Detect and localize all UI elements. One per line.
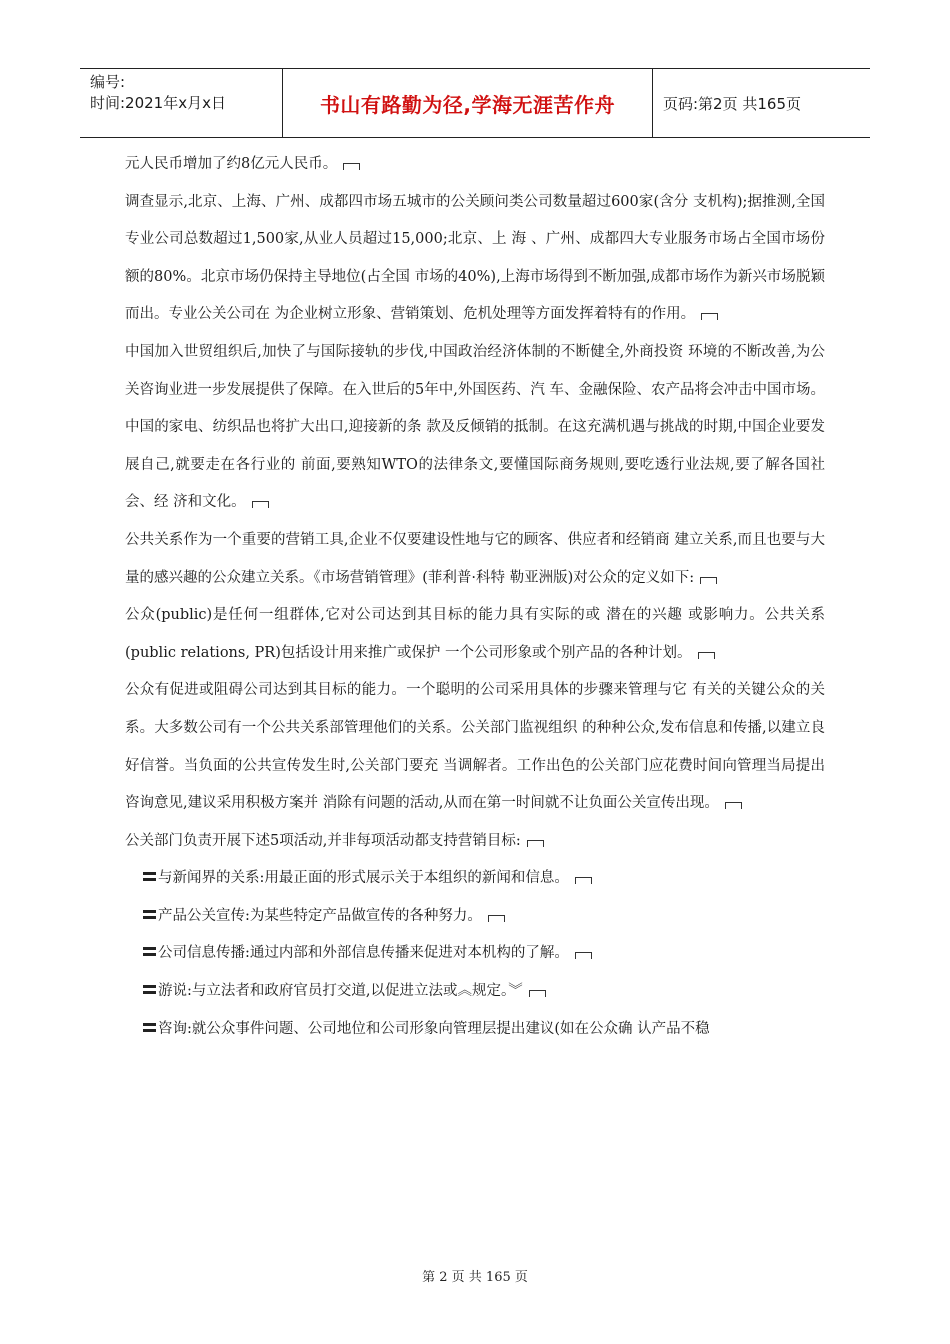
list-item: 产品公关宣传:为某些特定产品做宣传的各种努力。: [125, 898, 825, 936]
document-number-label: 编号:: [90, 73, 126, 91]
document-date-label: 时间:2021年x月x日: [90, 94, 226, 112]
page-footer: 第 2 页 共 165 页: [422, 1270, 528, 1285]
paragraph-mark-icon: [252, 501, 269, 508]
paragraph-mark-icon: [575, 877, 592, 884]
paragraph-mark-icon: [701, 313, 718, 320]
bullet-icon: [143, 910, 156, 919]
header-meta: [80, 69, 282, 137]
bullet-icon: [143, 985, 156, 994]
header-motto: 书山有路勤为径,学海无涯苦作舟: [282, 69, 653, 137]
paragraph-mark-icon: [575, 952, 592, 959]
paragraph-mark-icon: [343, 163, 360, 170]
list-item: 公司信息传播:通过内部和外部信息传播来促进对本机构的了解。: [125, 935, 825, 973]
paragraph-mark-icon: [725, 802, 742, 809]
bullet-icon: [143, 1023, 156, 1032]
paragraph: 公关部门负责开展下述5项活动,并非每项活动都支持营销目标:: [125, 823, 825, 861]
document-body: [125, 146, 825, 1048]
paragraph: 元人民币增加了约8亿元人民币。: [125, 146, 825, 184]
list-item: 游说:与立法者和政府官员打交道,以促进立法或︽规定。︾: [125, 973, 825, 1011]
paragraph: 公众(public)是任何一组群体,它对公司达到其目标的能力具有实际的或 潜在的兴趣 或影响力。公共关系(public relations, PR)包括设计用来推广或保护 一个公司形象或个别产品的各种计划。: [125, 607, 825, 661]
paragraph: 公众有促进或阻碍公司达到其目标的能力。一个聪明的公司采用具体的步骤来管理与它 有关的关键公众的关系。大多数公司有一个公共关系部管理他们的关系。公关部门监视组织 的种种公众,发布信息和传播,以建立良好信誉。当负面的公共宣传发生时,公关部门要充 当调解者。工作出色的公关部门应花费时间向管理当局提出咨询意见,建议采用积极方案并 消除有问题的活动,从而在第一时间就不让负面公关宣传出现。: [125, 682, 825, 812]
paragraph: 调查显示,北京、上海、广州、成都四市场五城市的公关顾问类公司数量超过600家(含分 支机构);据推测,全国专业公司总数超过1,500家,从业人员超过15,000;北京、上 海 、广州、成都四大专业服务市场占全国市场份额的80%。北京市场仍保持主导地位(占全国 市场的40%),上海市场得到不断加强,成都市场作为新兴市场脱颖而出。专业公关公司在 为企业树立形象、营销策划、危机处理等方面发挥着特有的作用。: [125, 193, 825, 323]
paragraph-mark-icon: [488, 915, 505, 922]
header-page-number: 页码:第2页 共165页: [663, 94, 801, 113]
paragraph: 公共关系作为一个重要的营销工具,企业不仅要建设性地与它的顾客、供应者和经销商 建立关系,而且也要与大量的感兴趣的公众建立关系。《市场营销管理》(菲利普·科特 勒亚洲版)对公众的定义如下:: [125, 531, 825, 586]
paragraph-mark-icon: [700, 577, 717, 584]
list-item: 咨询:就公众事件问题、公司地位和公司形象向管理层提出建议(如在公众确 认产品不稳: [125, 1011, 825, 1049]
paragraph: 中国加入世贸组织后,加快了与国际接轨的步伐,中国政治经济体制的不断健全,外商投资 环境的不断改善,为公关咨询业进一步发展提供了保障。在入世后的5年中,外国医药、汽 车、金融保险、农产品将会冲击中国市场。中国的家电、纺织品也将扩大出口,迎接新的条 款及反倾销的抵制。在这充满机遇与挑战的时期,中国企业要发展自己,就要走在各行业的 前面,要熟知WTO的法律条文,要懂国际商务规则,要吃透行业法规,要了解各国社会、经 济和文化。: [125, 343, 825, 511]
page-header: [80, 68, 870, 138]
paragraph-mark-icon: [527, 840, 544, 847]
bullet-icon: [143, 947, 156, 956]
paragraph-mark-icon: [698, 652, 715, 659]
bullet-icon: [143, 872, 156, 881]
list-item: 与新闻界的关系:用最正面的形式展示关于本组织的新闻和信息。: [125, 860, 825, 898]
paragraph-mark-icon: [529, 990, 546, 997]
